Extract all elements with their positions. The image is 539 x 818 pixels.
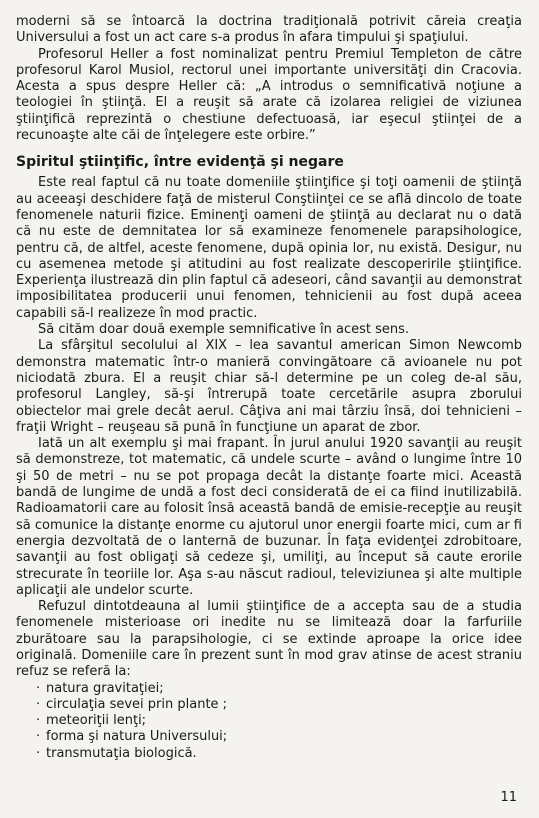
list-item: · circulaţia sevei prin plante ; [46, 697, 522, 713]
list-item: · natura gravitaţiei; [46, 681, 522, 697]
paragraph-heller: Profesorul Heller a fost nominalizat pentru Premiul Templeton de către profesorul Karol Musiol, rectorul unei importante universităţi din Cracovia. Acesta a spus despre Heller că: „A introdus o semnificativă noţiune a teologiei în ştiinţă. El a reuşit să arate că izolarea religiei de viziunea ştiinţifică reprezintă o chestiune defectuoasă, iar eşecul ştiinţei de a recunoaşte alte căi de înţelegere este orbire.” [16, 46, 522, 144]
paragraph-newcomb: La sfârşitul secolului al XIX – lea savantul american Simon Newcomb demonstra matematic într-o manieră convingătoare că avioanele nu pot niciodată zbura. El a reuşit chiar să-l determine pe un coleg de-al său, profesorul Langley, să-şi întrerupă toate cercetările asupra zborului obiectelor mai grele decât aerul. Câţiva ani mai târziu însă, doi tehnicieni – fraţii Wright – reuşeau să pună în funcţiune un aparat de zbor. [16, 338, 522, 435]
paragraph-refusal: Refuzul dintotdeauna al lumii ştiinţifice de a accepta sau de a studia fenomenele misterioase ori inedite nu se limitează doar la farfuriile zburătoare sau la parapsihologie, ci se extinde aproape la orice idee originală. Domeniile care în prezent sunt în mod grav atinse de acest straniu refuz se referă la: [16, 599, 522, 680]
section-heading: Spiritul ştiinţific, între evidenţă şi negare [16, 154, 344, 171]
page-number: 11 [500, 790, 517, 805]
paragraph-short-waves: Iată un alt exemplu şi mai frapant. În jurul anului 1920 savanţii au reuşit să demonstreze, tot matematic, că undele scurte – având o lungime între 10 şi 50 de metri – nu se pot propaga decât la distanţe foarte mici. Această bandă de lungime de undă a fost deci considerată de ei ca fiind inutilizabilă. Radioamatorii care au folosit însă această bandă de emisie-recepţie au reuşit să comunice la distanţe enorme cu ajutorul unor energii foarte mici, cum ar fi energia dezvoltată de o lanternă de buzunar. În faţa evidenţei zdrobitoare, savanţii au fost obligaţi să cedeze şi, umiliţi, au început să caute erorile strecurate în teoriile lor. Aşa s-au născut radioul, televiziunea şi alte multiple aplicaţii ale undelor scurte. [16, 436, 522, 598]
list-item: · forma şi natura Universului; [46, 729, 522, 745]
book-page [16, 14, 522, 762]
list-item: · meteoriţii lenţi; [46, 713, 522, 729]
list-item: · transmutaţia biologică. [46, 746, 522, 762]
paragraph-scientific-openness: Este real faptul că nu toate domeniile ştiinţifice şi toţi oamenii de ştiinţă au aceeaşi deschidere faţă de misterul Conştiinţei ce se află dincolo de toate fenomenele naturii fizice. Eminenţi oameni de ştiinţă au declarat nu o dată că nu este de demnitatea lor să examineze fenomenele parapsihologice, pentru că, de altfel, aceste fenomene, după opinia lor, nu există. Desigur, nu cu asemenea metode şi atitudini au fost realizate descoperirile ştiinţifice. Experienţa ilustrează din plin faptul că adeseori, când savanţii au demonstrat imposibilitatea producerii unui fenomen, tehnicienii au fost după aceea capabili să-l realizeze în mod practic. [16, 175, 522, 321]
paragraph-two-examples: Să cităm doar două exemple semnificative în acest sens. [38, 322, 410, 338]
paragraph-continuation: moderni să se întoarcă la doctrina tradiţională potrivit căreia creaţia Universului a fost un act care s-a produs în afara timpului şi spaţiului. [16, 14, 522, 46]
topics-list [16, 681, 522, 762]
